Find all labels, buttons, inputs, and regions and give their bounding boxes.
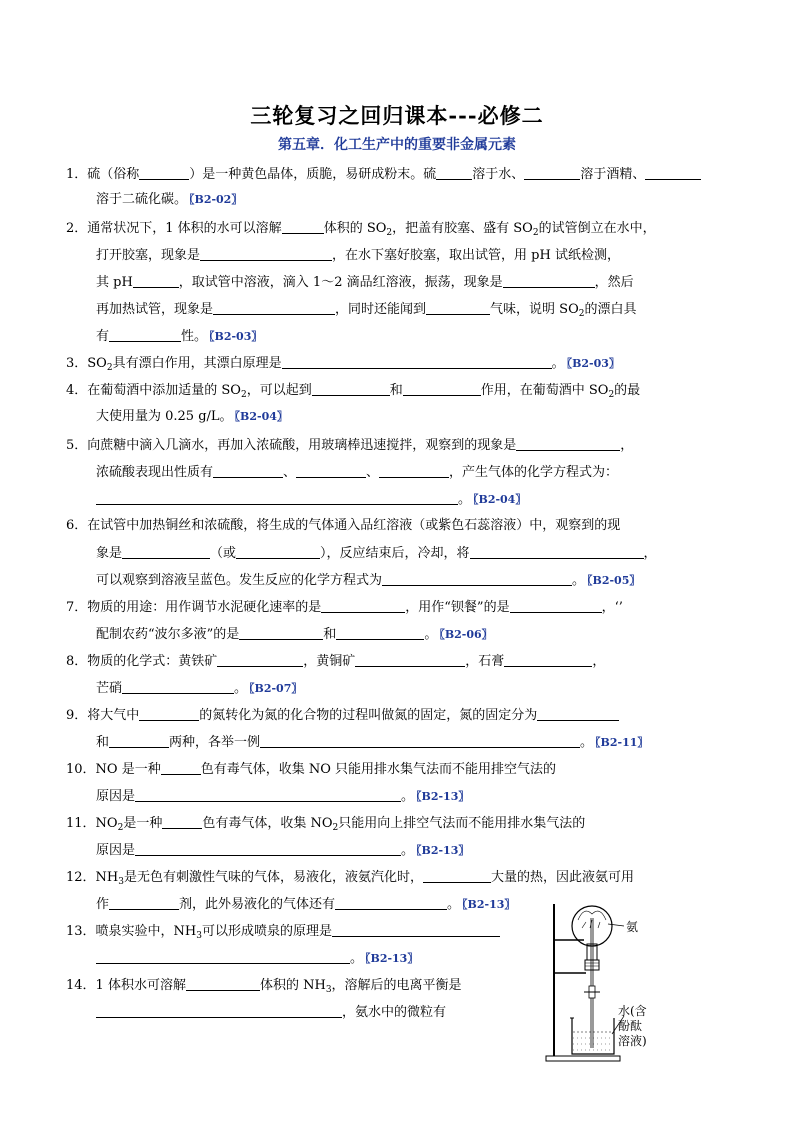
question-7-line-1: 7．物质的用途：用作调节水泥硬化速率的是 ，用作“钡餐”的是 ，‘’ [66, 600, 623, 615]
answer-blank[interactable] [213, 300, 335, 315]
question-11-line-1: 11．$NO_2$是一种 色有毒气体，收集 $NO_2$只能用向上排空气法而不能用排水集气法的 [66, 816, 586, 833]
answer-blank[interactable] [332, 922, 500, 937]
figure-label-water-2: 酚酞 [618, 1019, 643, 1033]
answer-blank[interactable] [355, 652, 465, 667]
question-4-line-1: 4．在葡萄酒中添加适量的 $SO_2$，可以起到 和 作用，在葡萄酒中 $SO_2$的最 [66, 383, 641, 400]
answer-blank[interactable] [312, 381, 390, 396]
question-12-line-1: 12．$NH_3$是无色有刺激性气味的气体，易液化，液氨汽化时， 大量的热，因此液氨可用 [66, 870, 635, 887]
answer-blank[interactable] [379, 463, 449, 478]
answer-blank[interactable] [161, 760, 201, 775]
answer-blank[interactable] [504, 652, 592, 667]
figure-label-water-1: 水(含 [618, 1004, 647, 1018]
source-tag: 〖B2-07〗 [249, 682, 303, 695]
question-8-line-2: 芒硝 。 〖B2-07〗 [96, 681, 303, 696]
answer-blank[interactable] [537, 706, 619, 721]
question-10-line-1: 10．NO 是一种 色有毒气体，收集 NO 只能用排水集气法而不能用排空气法的 [66, 762, 557, 777]
question-8-line-1: 8．物质的化学式：黄铁矿 ，黄铜矿 ，石膏 ， [66, 654, 606, 669]
answer-blank[interactable] [139, 706, 199, 721]
answer-blank[interactable] [524, 165, 580, 180]
question-3-line-1: 3．$SO_2$具有漂白作用，其漂白原理是 。 〖B2-03〗 [66, 356, 620, 373]
answer-blank[interactable] [122, 679, 234, 694]
answer-blank[interactable] [503, 273, 595, 288]
answer-blank[interactable] [321, 598, 405, 613]
source-tag: 〖B2-13〗 [365, 952, 419, 965]
answer-blank[interactable] [423, 868, 491, 883]
answer-blank[interactable] [139, 165, 189, 180]
question-6-line-2: 象是 （或 ），反应结束后，冷却，将 ， [96, 546, 657, 561]
source-tag: 〖B2-03〗 [209, 330, 263, 343]
answer-blank[interactable] [436, 165, 472, 180]
question-14-line-2: ，氨水中的微粒有 [96, 1003, 446, 1022]
question-5-line-3: 。 〖B2-04〗 [96, 490, 526, 509]
answer-blank[interactable] [96, 1003, 342, 1018]
source-tag: 〖B2-06〗 [439, 628, 493, 641]
answer-blank[interactable] [162, 814, 202, 829]
question-6-line-1: 6．在试管中加热铜丝和浓硫酸，将生成的气体通入品红溶液（或紫色石蕊溶液）中，观察到的现 [66, 518, 621, 533]
answer-blank[interactable] [282, 219, 324, 234]
answer-blank[interactable] [135, 787, 401, 802]
answer-blank[interactable] [336, 625, 424, 640]
question-10-line-2: 原因是 。 〖B2-13〗 [96, 789, 470, 804]
question-2-line-2: 打开胶塞，现象是 ，在水下塞好胶塞，取出试管，用 pH 试纸检测， [96, 248, 620, 263]
figure-label-water-3: 溶液) [618, 1034, 647, 1048]
question-2-line-5: 有 性。 〖B2-03〗 [96, 329, 263, 344]
answer-blank[interactable] [122, 544, 210, 559]
question-4-line-2: 大使用量为 0.25 g/L。 〖B2-04〗 [96, 409, 288, 424]
source-tag: 〖B2-13〗 [462, 898, 516, 911]
question-2-line-1: 2．通常状况下，1 体积的水可以溶解 体积的 $SO_2$，把盖有胶塞、盛有 $SO_2$的试管倒立在水中， [66, 221, 656, 238]
answer-blank[interactable] [470, 544, 644, 559]
answer-blank[interactable] [236, 544, 320, 559]
answer-blank[interactable] [109, 327, 181, 342]
source-tag: 〖B2-04〗 [473, 493, 527, 506]
question-7-line-2: 配制农药“波尔多液”的是 和 。 〖B2-06〗 [96, 627, 493, 642]
source-tag: 〖B2-05〗 [587, 574, 641, 587]
question-1-line-2: 溶于二硫化碳。 〖B2-02〗 [96, 192, 243, 207]
chapter-heading: 第五章．化工生产中的重要非金属元素 [278, 137, 516, 153]
question-13-line-1: 13．喷泉实验中，$NH_3$可以形成喷泉的原理是 [66, 922, 500, 941]
figure-label-ammonia: 氨 [626, 920, 639, 934]
question-13-line-2: 。 〖B2-13〗 [96, 949, 418, 968]
answer-blank[interactable] [133, 273, 179, 288]
question-1-line-1: 1．硫（俗称 ）是一种黄色晶体，质脆，易研成粉末。硫 溶于水、 溶于酒精、 [66, 165, 701, 184]
answer-blank[interactable] [96, 490, 458, 505]
answer-blank[interactable] [382, 571, 572, 586]
question-11-line-2: 原因是 。 〖B2-13〗 [96, 843, 470, 858]
answer-blank[interactable] [426, 300, 490, 315]
question-12-line-2: 作 剂，此外易液化的气体还有 。 〖B2-13〗 [96, 897, 516, 912]
answer-blank[interactable] [186, 976, 260, 991]
answer-blank[interactable] [335, 895, 447, 910]
answer-blank[interactable] [213, 463, 283, 478]
question-9-line-2: 和 两种，各举一例 。 〖B2-11〗 [96, 735, 649, 750]
answer-blank[interactable] [510, 598, 602, 613]
source-tag: 〖B2-13〗 [416, 844, 470, 857]
source-tag: 〖B2-13〗 [416, 790, 470, 803]
question-6-line-3: 可以观察到溶液呈蓝色。发生反应的化学方程式为 。 〖B2-05〗 [96, 573, 641, 588]
question-9-line-1: 9．将大气中 的氮转化为氮的化合物的过程叫做氮的固定，氮的固定分为 [66, 706, 619, 725]
answer-blank[interactable] [109, 733, 169, 748]
answer-blank[interactable] [645, 165, 701, 180]
answer-blank[interactable] [239, 625, 323, 640]
question-2-line-3: 其 pH ，取试管中溶液，滴入 1～2 滴品红溶液，振荡，现象是 ，然后 [96, 275, 634, 290]
answer-blank[interactable] [135, 841, 401, 856]
answer-blank[interactable] [403, 381, 481, 396]
question-14-line-1: 14．1 体积水可溶解 体积的 $NH_3$，溶解后的电离平衡是 [66, 978, 462, 995]
source-tag: 〖B2-11〗 [595, 736, 649, 749]
answer-blank[interactable] [217, 652, 303, 667]
answer-blank[interactable] [296, 463, 366, 478]
source-tag: 〖B2-02〗 [189, 193, 243, 206]
fountain-apparatus-figure [540, 898, 670, 1068]
answer-blank[interactable] [109, 895, 179, 910]
answer-blank[interactable] [200, 246, 332, 261]
answer-blank[interactable] [96, 949, 350, 964]
question-2-line-4: 再加热试管，现象是 ，同时还能闻到 气味，说明 $SO_2$的漂白具 [96, 302, 637, 319]
question-5-line-2: 浓硫酸表现出性质有 、 、 ，产生气体的化学方程式为： [96, 465, 619, 480]
question-5-line-1: 5．向蔗糖中滴入几滴水，再加入浓硫酸，用玻璃棒迅速搅拌，观察到的现象是 ， [66, 438, 634, 453]
answer-blank[interactable] [282, 354, 552, 369]
page-title: 三轮复习之回归课本---必修二 [250, 103, 544, 128]
source-tag: 〖B2-04〗 [234, 410, 288, 423]
source-tag: 〖B2-03〗 [566, 357, 620, 370]
answer-blank[interactable] [516, 436, 620, 451]
answer-blank[interactable] [260, 733, 580, 748]
